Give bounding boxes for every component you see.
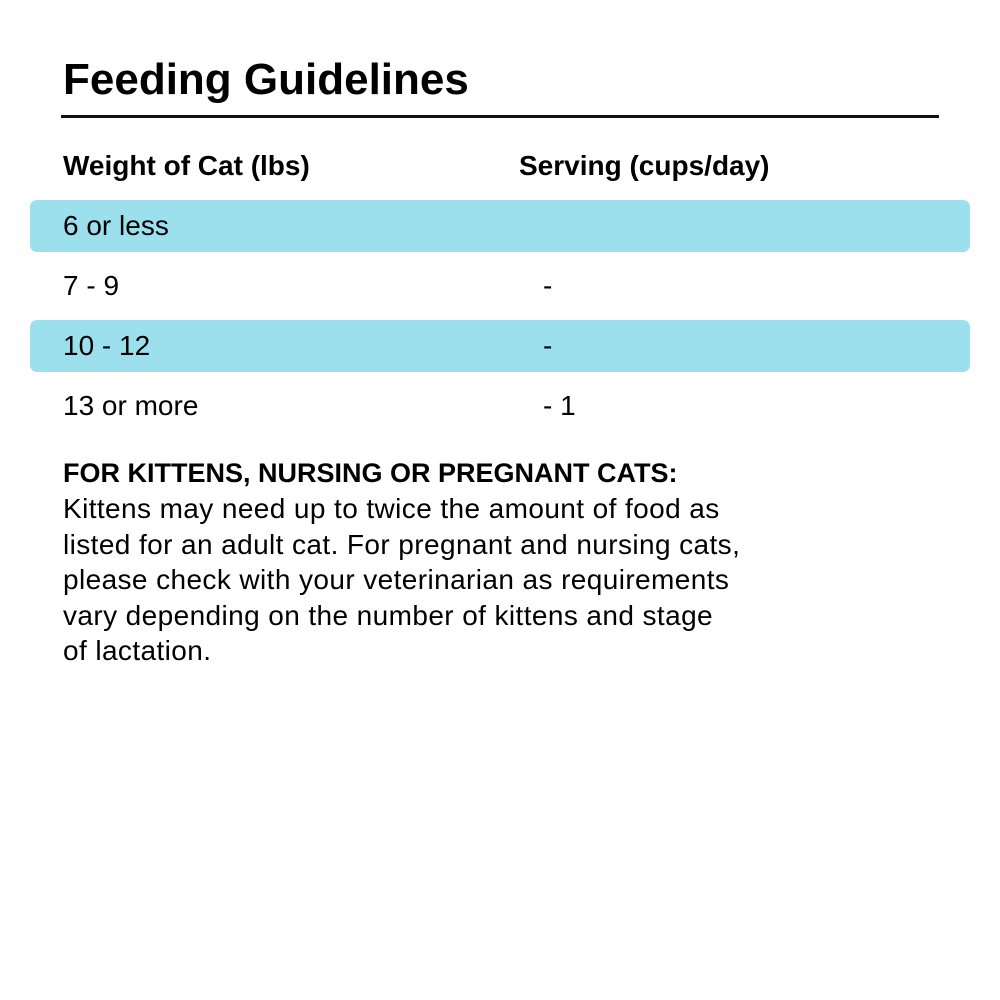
weight-cell: 6 or less [63,210,169,241]
column-header-serving: Serving (cups/day) [519,150,770,181]
note-body [63,491,923,669]
table-row [30,200,970,252]
weight-cell: 7 - 9 [63,270,120,301]
weight-cell: 13 or more [63,390,199,421]
serving-cell: - [543,270,553,301]
title-divider [61,115,939,118]
note-line: vary depending on the number of kittens and stage [63,599,714,631]
serving-cell: - [543,330,553,361]
table-row [30,260,970,312]
page-title: Feeding Guidelines [63,55,469,104]
note-line: listed for an adult cat. For pregnant and nursing cats, [63,528,741,560]
note-heading: FOR KITTENS, NURSING OR PREGNANT CATS: [63,458,678,488]
note-line: of lactation. [63,635,212,666]
note-line: please check with your veterinarian as requirements [63,564,730,595]
table-row [30,320,970,372]
serving-cell: - 1 [543,390,576,421]
weight-cell: 10 - 12 [63,330,151,361]
table-row [30,380,970,432]
note-line: Kittens may need up to twice the amount of food as [63,493,720,524]
column-header-weight: Weight of Cat (lbs) [63,150,310,181]
